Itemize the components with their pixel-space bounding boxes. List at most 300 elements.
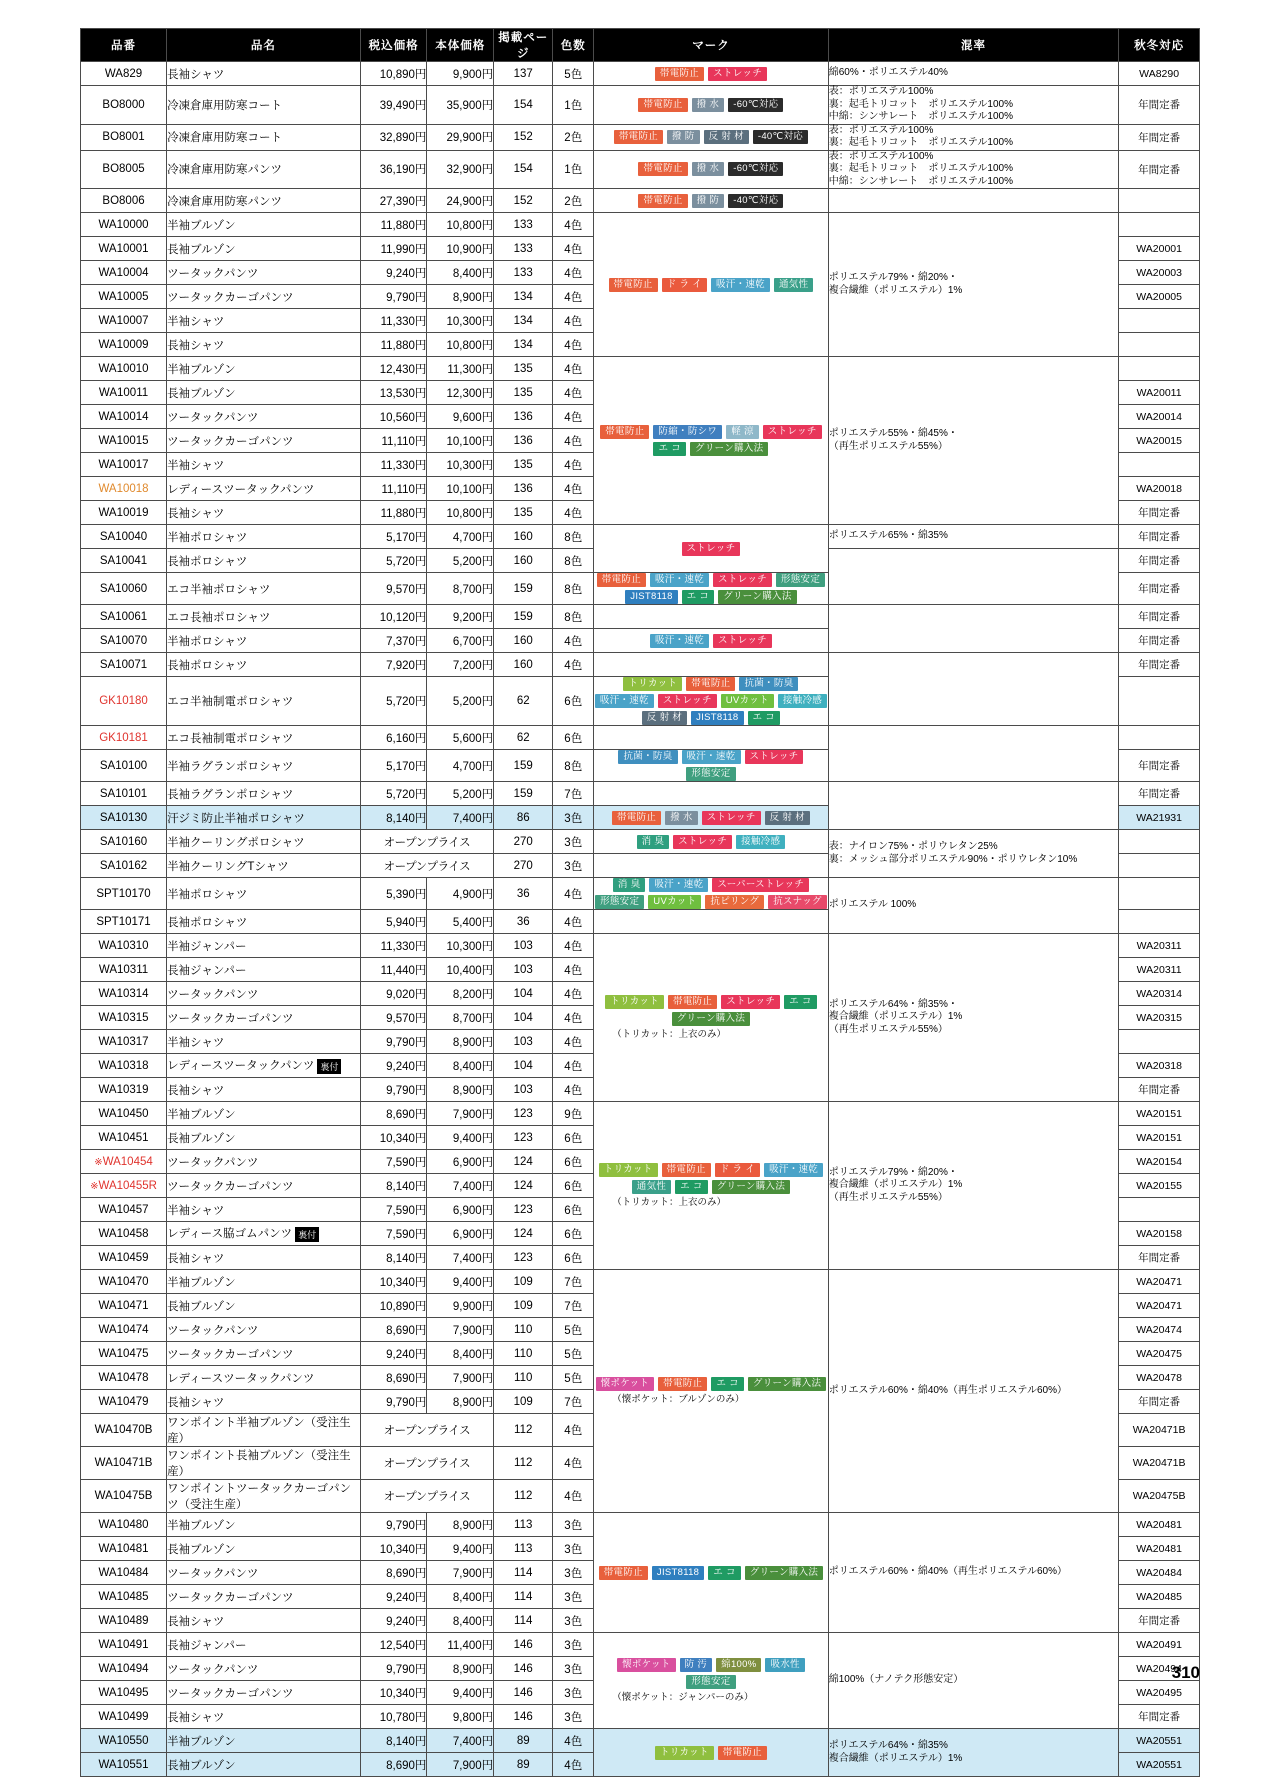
product-code: ※WA10454 — [81, 1150, 167, 1174]
mark-chip: 接触冷感 — [736, 835, 785, 849]
color-count: 4色 — [553, 1006, 594, 1030]
mark-chip: 帯電防止 — [600, 425, 649, 439]
catalog-page-ref: 114 — [494, 1561, 553, 1585]
product-code: WA10011 — [81, 381, 167, 405]
color-count: 7色 — [553, 1270, 594, 1294]
tax-price: 10,890円 — [360, 62, 427, 86]
table-row[interactable] — [81, 62, 1200, 86]
mark-chip: 帯電防止 — [668, 995, 717, 1009]
product-name: ツータックパンツ — [167, 1318, 361, 1342]
mark-cell — [594, 605, 829, 629]
mark-chip: ストレッチ — [745, 750, 804, 764]
mix-line: 中綿：シンサレート ポリエステル100% — [828, 111, 1013, 122]
tax-price: 11,880円 — [360, 501, 427, 525]
catalog-page-ref: 146 — [494, 1633, 553, 1657]
table-row[interactable] — [81, 1513, 1200, 1537]
table-row[interactable] — [81, 1633, 1200, 1657]
product-name: エコ半袖制電ポロシャツ — [167, 677, 361, 726]
aki-fuyu-code: WA20551 — [1119, 1753, 1200, 1777]
mark-chip: 吸汗・速乾 — [649, 878, 708, 892]
table-row[interactable] — [81, 1102, 1200, 1126]
aki-fuyu-code — [1119, 726, 1200, 750]
mark-cell — [594, 878, 829, 910]
table-row[interactable] — [81, 86, 1200, 125]
tax-price: 5,720円 — [360, 677, 427, 726]
color-count: 4色 — [553, 982, 594, 1006]
body-price: 9,400円 — [427, 1126, 494, 1150]
color-count: 6色 — [553, 1174, 594, 1198]
product-code: WA10478 — [81, 1366, 167, 1390]
mark-cell — [594, 1513, 829, 1633]
body-price: 6,900円 — [427, 1222, 494, 1246]
mark-chip: エ コ — [711, 1377, 744, 1391]
mark-cell — [594, 782, 829, 806]
tax-price: 5,720円 — [360, 782, 427, 806]
product-name: 長袖ジャンパー — [167, 958, 361, 982]
product-code: WA10459 — [81, 1246, 167, 1270]
tax-price: 9,240円 — [360, 261, 427, 285]
tax-price: 6,160円 — [360, 726, 427, 750]
catalog-page-ref: 103 — [494, 958, 553, 982]
table-row[interactable] — [81, 150, 1200, 189]
product-code: SA10160 — [81, 830, 167, 854]
lining-badge: 裏付 — [317, 1059, 341, 1074]
product-code: GK10180 — [81, 677, 167, 726]
tax-price: 27,390円 — [360, 189, 427, 213]
catalog-page-ref: 152 — [494, 124, 553, 150]
color-count: 4色 — [553, 285, 594, 309]
product-name: 半袖シャツ — [167, 1030, 361, 1054]
mark-chip: 撥 水 — [692, 98, 725, 112]
color-count: 4色 — [553, 910, 594, 934]
color-count: 5色 — [553, 1342, 594, 1366]
tax-price: 11,330円 — [360, 934, 427, 958]
body-price: 11,300円 — [427, 357, 494, 381]
product-name: 長袖シャツ — [167, 1609, 361, 1633]
body-price: 8,400円 — [427, 261, 494, 285]
tax-price: 10,340円 — [360, 1270, 427, 1294]
catalog-page-ref: 123 — [494, 1198, 553, 1222]
aki-fuyu-code: WA20481 — [1119, 1537, 1200, 1561]
product-code: WA10475 — [81, 1342, 167, 1366]
mark-chip: 撥 防 — [692, 194, 725, 208]
mark-chip-group — [594, 130, 828, 144]
body-price: 8,900円 — [427, 1030, 494, 1054]
mark-chip: 抗菌・防臭 — [739, 677, 798, 691]
tax-price: 8,140円 — [360, 1246, 427, 1270]
mark-chip: -40℃対応 — [728, 194, 783, 208]
product-code: BO8005 — [81, 150, 167, 189]
tax-price: 9,790円 — [360, 1078, 427, 1102]
tax-price: 11,880円 — [360, 213, 427, 237]
product-code: WA10451 — [81, 1126, 167, 1150]
catalog-page-ref: 159 — [494, 605, 553, 629]
body-price: 8,400円 — [427, 1609, 494, 1633]
fabric-mix — [828, 782, 1119, 830]
product-code: WA10018 — [81, 477, 167, 501]
fabric-mix — [828, 62, 1119, 86]
header-aki-fuyu: 秋冬対応 — [1119, 29, 1200, 62]
product-name: レディース脇ゴムパンツ 裏付 — [167, 1222, 361, 1246]
tax-price: 7,590円 — [360, 1198, 427, 1222]
mix-line: 中綿：シンサレート ポリエステル100% — [828, 175, 1013, 187]
catalog-page-ref: 134 — [494, 333, 553, 357]
mix-line: 複合繊維（ポリエステル）1% — [828, 1011, 963, 1023]
aki-fuyu-code: WA20475 — [1119, 1342, 1200, 1366]
tax-price: 9,240円 — [360, 1585, 427, 1609]
catalog-page-ref: 160 — [494, 549, 553, 573]
product-code: WA10550 — [81, 1729, 167, 1753]
catalog-page-ref: 160 — [494, 653, 553, 677]
mark-chip: エ コ — [653, 442, 686, 456]
table-row[interactable] — [81, 357, 1200, 381]
product-name: エコ長袖ポロシャツ — [167, 605, 361, 629]
tax-price: 5,170円 — [360, 750, 427, 782]
mark-chip: 防縮・防シワ — [653, 425, 722, 439]
mark-cell — [594, 910, 829, 934]
catalog-page-ref: 135 — [494, 381, 553, 405]
body-price: 8,900円 — [427, 1078, 494, 1102]
catalog-page-ref: 89 — [494, 1729, 553, 1753]
tax-price: 10,340円 — [360, 1537, 427, 1561]
product-name: ツータックパンツ — [167, 1657, 361, 1681]
mark-chip-group — [594, 98, 828, 112]
mix-line: ポリエステル64%・綿35%・ — [828, 998, 958, 1010]
aki-fuyu-code: WA20485 — [1119, 1585, 1200, 1609]
mark-chip: 吸水性 — [765, 1658, 804, 1672]
product-name: 冷凍倉庫用防寒コート — [167, 124, 361, 150]
aki-fuyu-code — [1119, 830, 1200, 854]
catalog-page-ref: 109 — [494, 1390, 553, 1414]
catalog-page-ref: 109 — [494, 1294, 553, 1318]
table-row[interactable] — [81, 213, 1200, 237]
color-count: 4色 — [553, 1753, 594, 1777]
color-count: 6色 — [553, 1246, 594, 1270]
catalog-page-ref: 36 — [494, 878, 553, 910]
catalog-page-ref: 146 — [494, 1657, 553, 1681]
body-price: 10,300円 — [427, 309, 494, 333]
tax-price: 11,110円 — [360, 429, 427, 453]
mix-line: 表：ポリエステル100% — [828, 150, 934, 162]
color-count: 7色 — [553, 1390, 594, 1414]
body-price: 7,400円 — [427, 1246, 494, 1270]
product-code: WA10318 — [81, 1054, 167, 1078]
product-code: WA10009 — [81, 333, 167, 357]
mark-chip: 帯電防止 — [638, 162, 687, 176]
tax-price: 9,790円 — [360, 1030, 427, 1054]
mark-chip-group — [594, 1163, 828, 1208]
header-page: 掲載ページ — [494, 29, 553, 62]
product-code: ※WA10455R — [81, 1174, 167, 1198]
catalog-page-ref: 86 — [494, 806, 553, 830]
aki-fuyu-code — [1119, 333, 1200, 357]
open-price: オープンプライス — [360, 1447, 493, 1480]
product-code: WA10470B — [81, 1414, 167, 1447]
product-name: 長袖シャツ — [167, 333, 361, 357]
product-name: 半袖シャツ — [167, 453, 361, 477]
tax-price: 9,790円 — [360, 1513, 427, 1537]
tax-price: 39,490円 — [360, 86, 427, 125]
mark-cell — [594, 150, 829, 189]
color-count: 4色 — [553, 357, 594, 381]
catalog-page-ref: 103 — [494, 934, 553, 958]
aki-fuyu-code: WA20481 — [1119, 1513, 1200, 1537]
color-count: 2色 — [553, 189, 594, 213]
aki-fuyu-code: 年間定番 — [1119, 605, 1200, 629]
fabric-mix — [828, 605, 1119, 653]
catalog-page-ref: 123 — [494, 1246, 553, 1270]
product-code: WA10017 — [81, 453, 167, 477]
color-count: 4色 — [553, 1447, 594, 1480]
tax-price: 5,390円 — [360, 878, 427, 910]
mark-cell — [594, 573, 829, 605]
fabric-mix — [828, 525, 1119, 549]
body-price: 8,900円 — [427, 1657, 494, 1681]
table-row[interactable] — [81, 782, 1200, 806]
aki-fuyu-code: WA20311 — [1119, 958, 1200, 982]
product-name: 冷凍倉庫用防寒パンツ — [167, 189, 361, 213]
mark-chip: エ コ — [748, 711, 781, 725]
aki-fuyu-code: 年間定番 — [1119, 782, 1200, 806]
product-code: SA10061 — [81, 605, 167, 629]
table-row[interactable] — [81, 934, 1200, 958]
tax-price: 9,240円 — [360, 1342, 427, 1366]
fabric-mix — [828, 124, 1119, 150]
mark-cell — [594, 726, 829, 750]
body-price: 10,800円 — [427, 333, 494, 357]
fabric-mix — [828, 549, 1119, 605]
mix-line: ポリエステル60%・綿40%（再生ポリエステル60%） — [828, 1384, 1067, 1396]
aki-fuyu-code: WA20318 — [1119, 1054, 1200, 1078]
mark-chip: 吸汗・速乾 — [711, 278, 770, 292]
mark-chip: 吸汗・速乾 — [764, 1163, 823, 1177]
table-row[interactable] — [81, 653, 1200, 677]
color-count: 4色 — [553, 261, 594, 285]
product-code: SA10040 — [81, 525, 167, 549]
mark-chip: 帯電防止 — [599, 1566, 648, 1580]
mark-chip-group — [594, 162, 828, 176]
table-row[interactable] — [81, 124, 1200, 150]
mix-line: 複合繊維（ポリエステル）1% — [828, 1179, 963, 1191]
mark-cell — [594, 934, 829, 1102]
aki-fuyu-code: WA20491 — [1119, 1633, 1200, 1657]
aki-fuyu-code: WA20155 — [1119, 1174, 1200, 1198]
product-code: WA10489 — [81, 1609, 167, 1633]
body-price: 10,100円 — [427, 477, 494, 501]
mark-chip-group — [594, 835, 828, 849]
color-count: 6色 — [553, 726, 594, 750]
mark-cell — [594, 1102, 829, 1270]
aki-fuyu-code — [1119, 910, 1200, 934]
catalog-page-ref: 135 — [494, 501, 553, 525]
product-name: 冷凍倉庫用防寒コート — [167, 86, 361, 125]
body-price: 8,400円 — [427, 1585, 494, 1609]
aki-fuyu-code — [1119, 1030, 1200, 1054]
aki-fuyu-code: WA20151 — [1119, 1102, 1200, 1126]
catalog-page-ref: 112 — [494, 1414, 553, 1447]
table-row[interactable] — [81, 878, 1200, 910]
body-price: 8,200円 — [427, 982, 494, 1006]
catalog-page-ref: 104 — [494, 982, 553, 1006]
tax-price: 10,340円 — [360, 1681, 427, 1705]
table-row[interactable] — [81, 525, 1200, 549]
fabric-mix — [828, 1270, 1119, 1513]
product-code: WA10551 — [81, 1753, 167, 1777]
catalog-page-ref: 103 — [494, 1078, 553, 1102]
open-price: オープンプライス — [360, 830, 493, 854]
table-row[interactable] — [81, 1729, 1200, 1753]
table-row[interactable] — [81, 605, 1200, 629]
product-name: 長袖ポロシャツ — [167, 910, 361, 934]
catalog-page-ref: 154 — [494, 86, 553, 125]
catalog-page-ref: 136 — [494, 477, 553, 501]
aki-fuyu-code — [1119, 878, 1200, 910]
aki-fuyu-code: WA20471B — [1119, 1447, 1200, 1480]
aki-fuyu-code: WA20495 — [1119, 1681, 1200, 1705]
fabric-mix — [828, 830, 1119, 878]
product-name: 長袖ポロシャツ — [167, 653, 361, 677]
body-price: 10,400円 — [427, 958, 494, 982]
mark-chip: 懐ポケット — [596, 1377, 655, 1391]
tax-price: 8,140円 — [360, 1174, 427, 1198]
product-name: ツータックカーゴパンツ — [167, 1174, 361, 1198]
tax-price: 11,880円 — [360, 333, 427, 357]
aki-fuyu-code: 年間定番 — [1119, 1390, 1200, 1414]
mark-chip-group — [594, 811, 828, 825]
tax-price: 11,990円 — [360, 237, 427, 261]
mark-chip: エ コ — [682, 590, 715, 604]
body-price: 10,100円 — [427, 429, 494, 453]
aki-fuyu-code: 年間定番 — [1119, 653, 1200, 677]
catalog-page-ref: 62 — [494, 677, 553, 726]
body-price: 5,200円 — [427, 677, 494, 726]
product-name: 長袖ポロシャツ — [167, 549, 361, 573]
mark-chip-group — [594, 278, 828, 292]
mark-chip: ストレッチ — [702, 811, 761, 825]
aki-fuyu-code: 年間定番 — [1119, 750, 1200, 782]
color-count: 4色 — [553, 333, 594, 357]
table-row[interactable] — [81, 726, 1200, 750]
mark-chip: 帯電防止 — [718, 1746, 767, 1760]
catalog-page-ref: 123 — [494, 1102, 553, 1126]
tax-price: 11,330円 — [360, 309, 427, 333]
aki-fuyu-code: WA20471 — [1119, 1294, 1200, 1318]
mark-chip: JIST8118 — [652, 1566, 704, 1580]
mark-chip: スーパーストレッチ — [712, 878, 809, 892]
tax-price: 5,940円 — [360, 910, 427, 934]
fabric-mix — [828, 86, 1119, 125]
product-name: 半袖ポロシャツ — [167, 878, 361, 910]
body-price: 8,400円 — [427, 1342, 494, 1366]
fabric-mix — [828, 213, 1119, 357]
mark-chip-group — [594, 573, 828, 604]
product-name: 汗ジミ防止半袖ポロシャツ — [167, 806, 361, 830]
product-name: 半袖ブルゾン — [167, 1513, 361, 1537]
mark-chip-group — [594, 878, 828, 909]
mark-chip: 帯電防止 — [614, 130, 663, 144]
product-name: ツータックパンツ — [167, 1150, 361, 1174]
catalog-page-ref: 124 — [494, 1174, 553, 1198]
body-price: 7,400円 — [427, 1174, 494, 1198]
catalog-page-ref: 159 — [494, 782, 553, 806]
mark-cell — [594, 62, 829, 86]
mix-line: （再生ポリエステル55%） — [828, 1191, 948, 1203]
catalog-page-ref: 270 — [494, 830, 553, 854]
mark-chip-group — [594, 1566, 828, 1580]
tax-price: 8,140円 — [360, 806, 427, 830]
table-row[interactable] — [81, 189, 1200, 213]
product-code: SA10071 — [81, 653, 167, 677]
product-code: WA10491 — [81, 1633, 167, 1657]
mark-chip-group — [594, 67, 828, 81]
product-name: 半袖ブルゾン — [167, 213, 361, 237]
body-price: 24,900円 — [427, 189, 494, 213]
product-name: 半袖クーリングポロシャツ — [167, 830, 361, 854]
product-code: WA10499 — [81, 1705, 167, 1729]
product-name: 長袖シャツ — [167, 1078, 361, 1102]
product-code: WA10494 — [81, 1657, 167, 1681]
mark-chip: 反 射 材 — [704, 130, 749, 144]
aki-fuyu-code: 年間定番 — [1119, 1609, 1200, 1633]
product-name: ツータックカーゴパンツ — [167, 1342, 361, 1366]
body-price: 6,900円 — [427, 1198, 494, 1222]
mark-chip-group — [594, 995, 828, 1040]
header-code: 品番 — [81, 29, 167, 62]
body-price: 10,300円 — [427, 934, 494, 958]
color-count: 3色 — [553, 854, 594, 878]
mark-chip: 通気性 — [774, 278, 813, 292]
mix-line: 複合繊維（ポリエステル）1% — [828, 284, 963, 296]
body-price: 8,700円 — [427, 573, 494, 605]
aki-fuyu-code: WA20003 — [1119, 261, 1200, 285]
product-name: 半袖ジャンパー — [167, 934, 361, 958]
mark-chip: 形態安定 — [776, 573, 825, 587]
aki-fuyu-code: WA20011 — [1119, 381, 1200, 405]
mark-chip: 吸汗・速乾 — [650, 634, 709, 648]
mark-chip: ストレッチ — [658, 694, 717, 708]
fabric-mix — [828, 653, 1119, 726]
mark-chip: 抗スナッグ — [768, 895, 827, 909]
body-price: 4,900円 — [427, 878, 494, 910]
product-table — [80, 28, 1200, 1777]
body-price: 12,300円 — [427, 381, 494, 405]
aki-fuyu-code: WA20478 — [1119, 1366, 1200, 1390]
color-count: 3色 — [553, 1561, 594, 1585]
product-name: 半袖ブルゾン — [167, 1102, 361, 1126]
aki-fuyu-code: 年間定番 — [1119, 525, 1200, 549]
tax-price: 7,920円 — [360, 653, 427, 677]
catalog-page-ref: 124 — [494, 1150, 553, 1174]
product-name: ワンポイント半袖ブルゾン（受注生産） — [167, 1414, 361, 1447]
tax-price: 5,720円 — [360, 549, 427, 573]
color-count: 4色 — [553, 934, 594, 958]
product-name: ツータックカーゴパンツ — [167, 1006, 361, 1030]
body-price: 7,900円 — [427, 1102, 494, 1126]
tax-price: 8,690円 — [360, 1561, 427, 1585]
table-row[interactable] — [81, 830, 1200, 854]
mark-chip: 帯電防止 — [686, 677, 735, 691]
mark-chip: グリーン購入法 — [672, 1012, 750, 1026]
product-name: 半袖シャツ — [167, 1198, 361, 1222]
color-count: 5色 — [553, 1318, 594, 1342]
mark-chip-group — [594, 634, 828, 648]
catalog-page-ref: 159 — [494, 750, 553, 782]
color-count: 8色 — [553, 573, 594, 605]
product-name: レディースツータックパンツ — [167, 1366, 361, 1390]
product-code: WA10484 — [81, 1561, 167, 1585]
mix-line: 裏：メッシュ部分ポリエステル90%・ポリウレタン10% — [828, 853, 1078, 865]
table-row[interactable] — [81, 1270, 1200, 1294]
